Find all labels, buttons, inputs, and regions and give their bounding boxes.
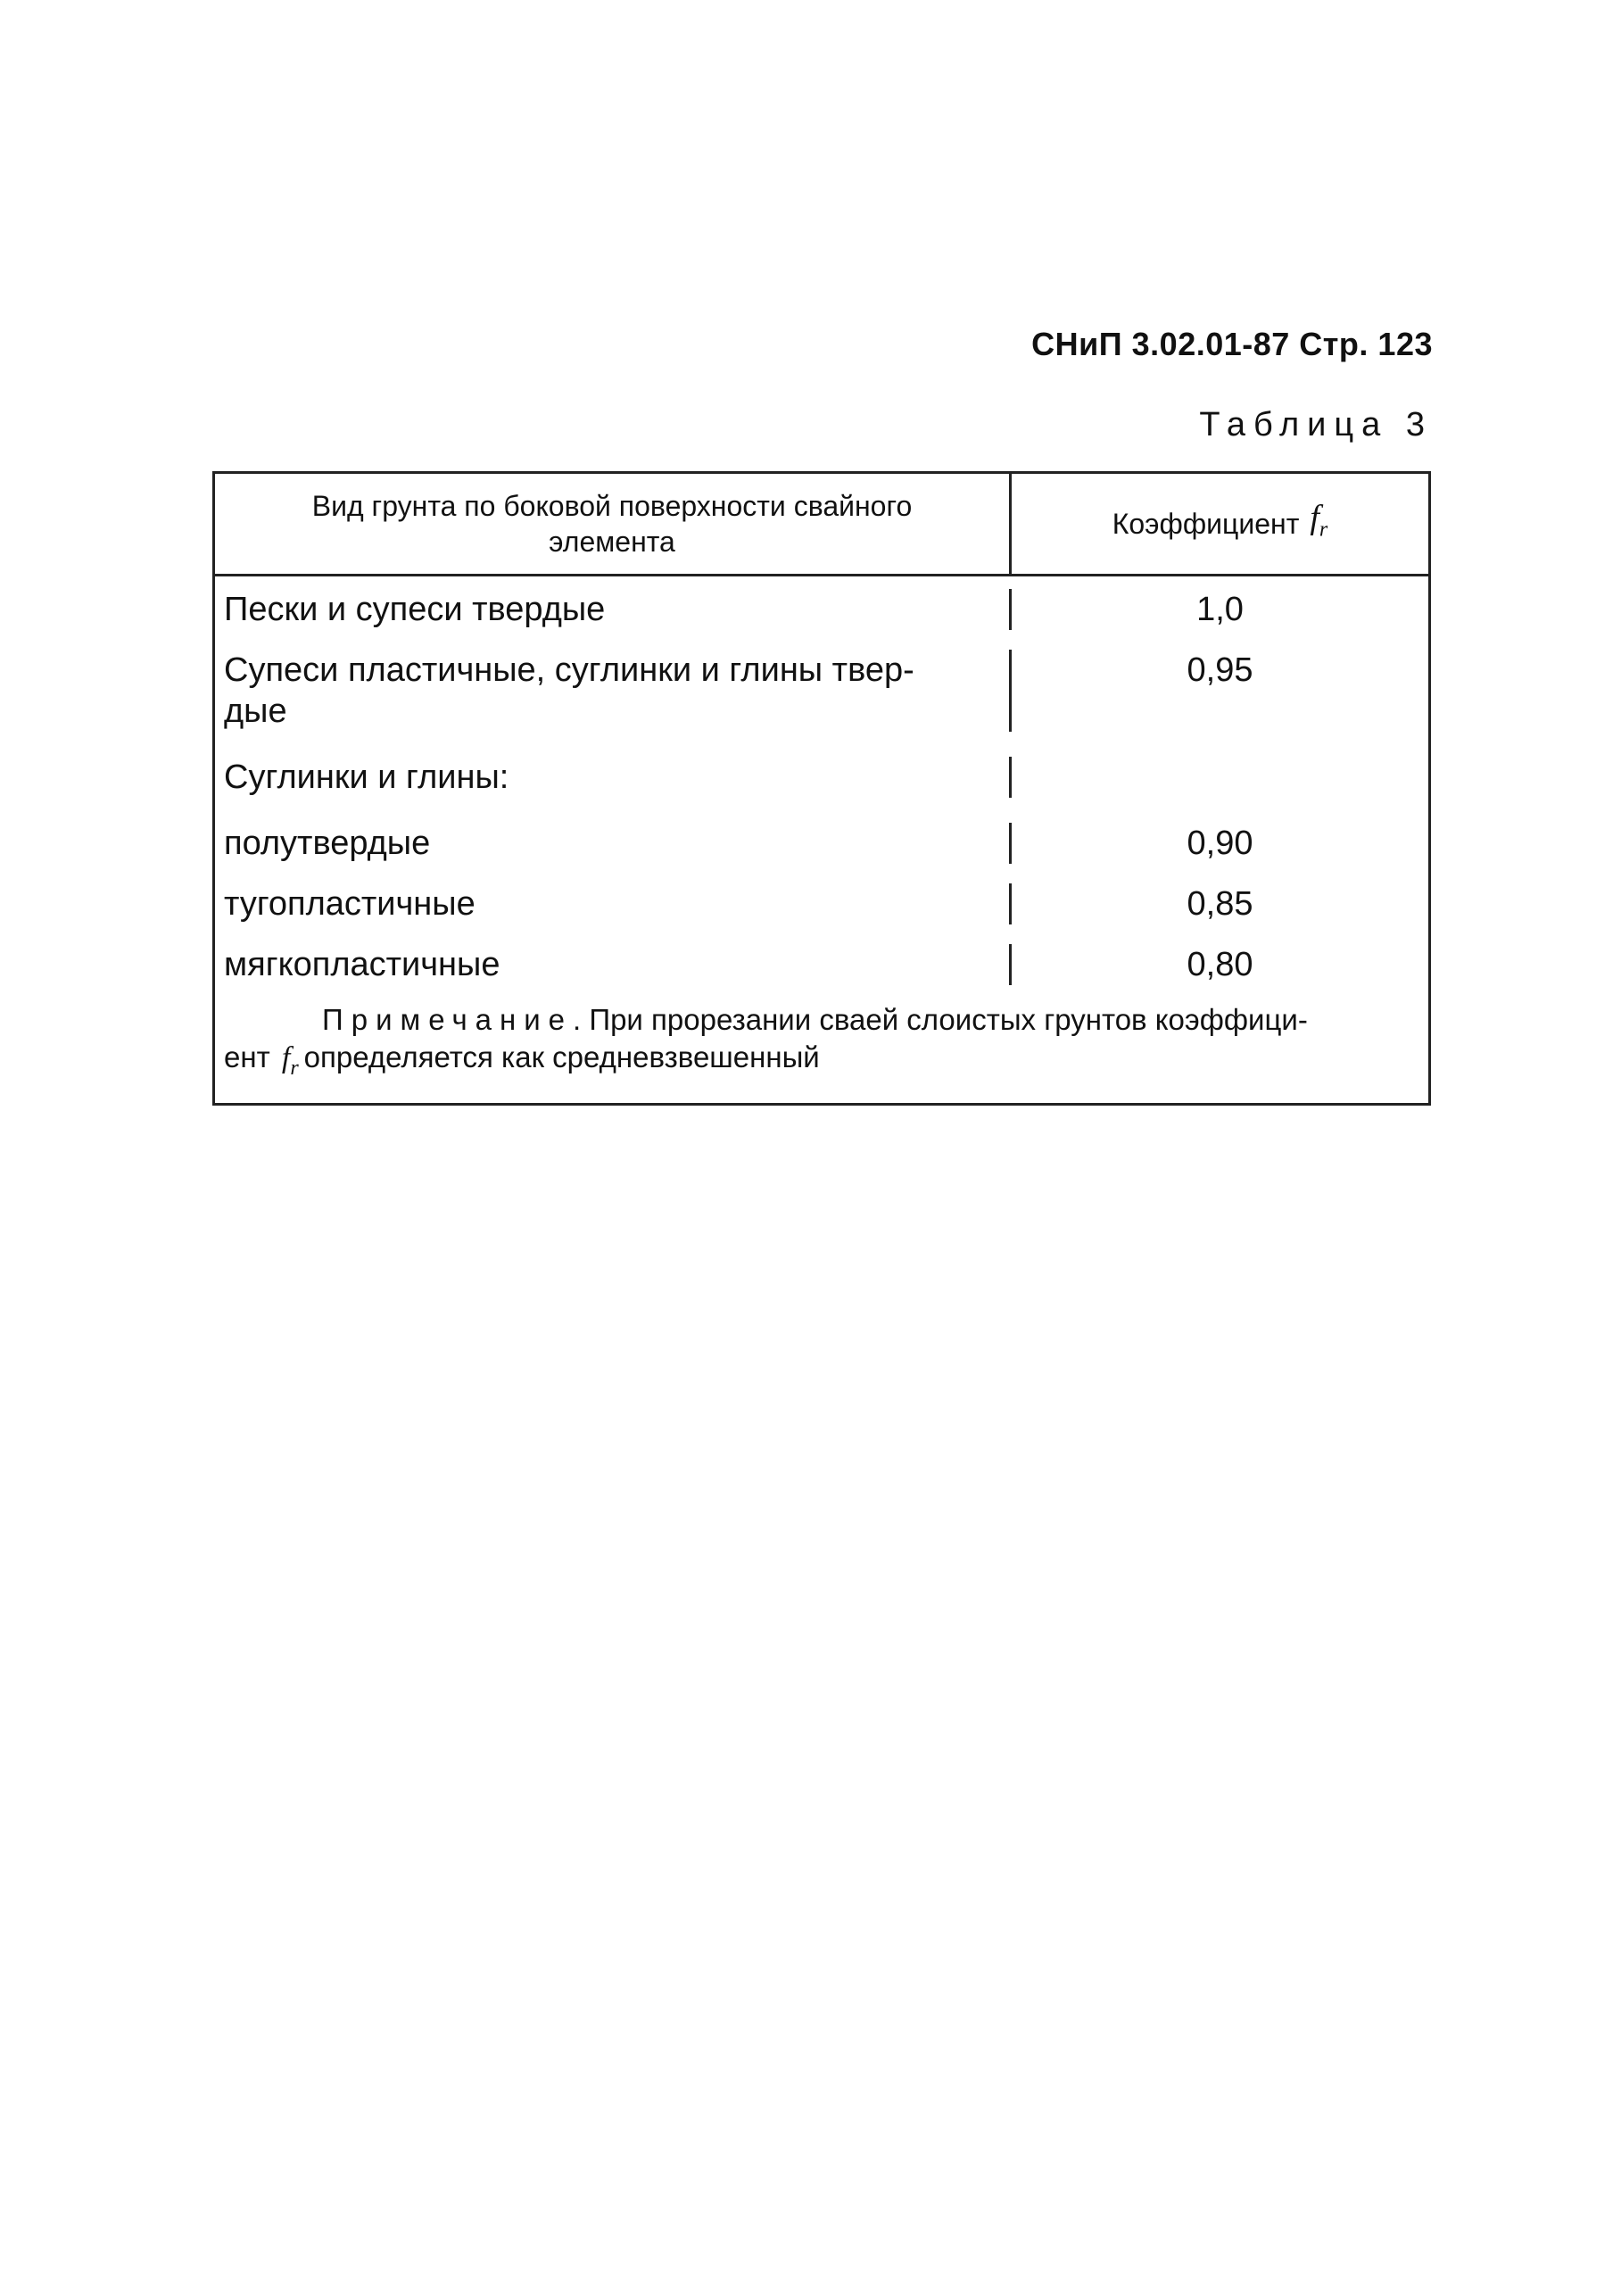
- table-row: [215, 864, 1428, 924]
- note-symbol: $f_r$: [281, 1041, 299, 1080]
- coefficient-value-cell: 0,90: [1187, 825, 1253, 862]
- soil-kind-cell: тугопластичные: [215, 883, 1012, 924]
- page-header: СНиП 3.02.01-87 Стр. 123: [1031, 326, 1433, 362]
- table-row: [215, 732, 1428, 798]
- note-label: Примечание: [322, 1003, 574, 1036]
- soil-kind-cell: Суглинки и глины:: [215, 757, 1012, 798]
- table-row: [215, 630, 1428, 732]
- soil-kind-cell: Супеси пластичные, суглинки и глины твер- дые: [215, 650, 1012, 732]
- table-header-row: [215, 474, 1428, 576]
- table-row: [215, 924, 1428, 989]
- coefficient-value-cell: [1012, 757, 1428, 798]
- soil-kind-cell: полутвердые: [215, 823, 1012, 864]
- table-caption: Таблица 3: [1199, 406, 1433, 443]
- soil-kind-cell: Пески и супеси твердые: [215, 589, 1012, 630]
- column-header-soil-kind: Вид грунта по боковой поверхности свайного элемента: [215, 474, 1012, 574]
- coefficient-symbol: $f_r$: [1310, 499, 1328, 542]
- soil-kind-cell: мягкопластичные: [215, 944, 1012, 985]
- coefficient-label: Коэффициент: [1112, 508, 1300, 540]
- table-note: [215, 989, 1428, 1103]
- coefficient-value-cell: 0,85: [1187, 885, 1253, 923]
- table-row: [215, 576, 1428, 630]
- soil-coefficient-table: [212, 471, 1431, 1106]
- column-header-coefficient: [1012, 474, 1428, 574]
- coefficient-value-cell: 0,80: [1187, 946, 1253, 983]
- table-row: [215, 798, 1428, 864]
- note-text-part-2: определяется как средневзвешенный: [303, 1040, 820, 1073]
- coefficient-value-cell: 0,95: [1187, 651, 1253, 689]
- table-body: [215, 576, 1428, 1103]
- coefficient-value-cell: 1,0: [1196, 591, 1244, 628]
- note-text-part-1: . При прорезании сваей слоистых грунтов коэффици- ент: [224, 1003, 1308, 1073]
